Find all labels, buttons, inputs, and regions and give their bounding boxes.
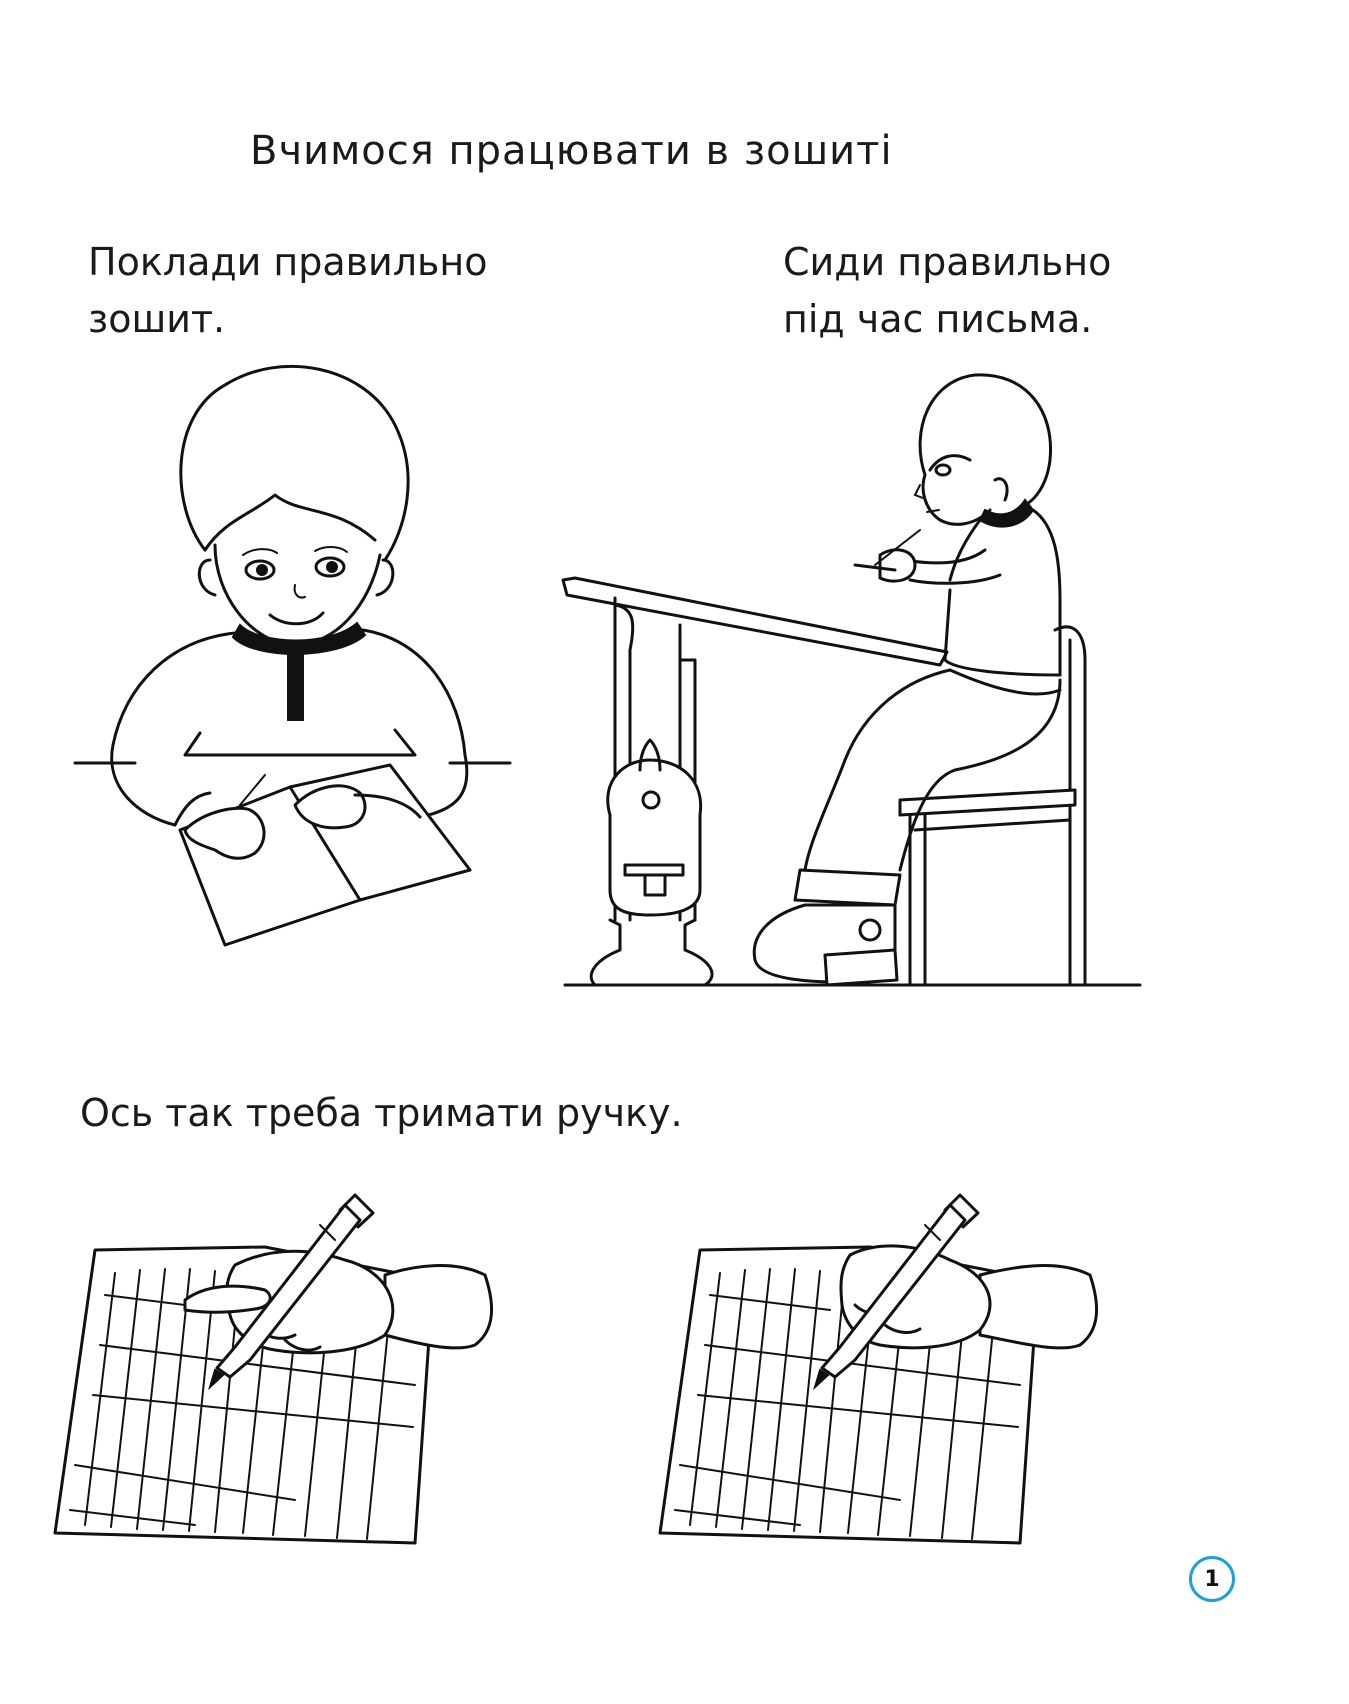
posture-instruction bbox=[783, 234, 1111, 348]
notebook-instruction bbox=[88, 234, 488, 348]
posture-instruction-line-2: під час письма. bbox=[783, 297, 1093, 341]
posture-instruction-line-1: Сиди правильно bbox=[783, 240, 1112, 284]
notebook-instruction-line-1: Поклади правильно bbox=[88, 240, 488, 284]
hand-holding-pen-right-illustration bbox=[660, 1165, 1130, 1550]
notebook-instruction-line-2: зошит. bbox=[88, 297, 226, 341]
hand-holding-pen-left-illustration bbox=[55, 1165, 525, 1550]
pen-instruction: Ось так треба тримати ручку. bbox=[80, 1091, 683, 1135]
page-number-badge: 1 bbox=[1189, 1556, 1235, 1602]
page-title: Вчимося працювати в зошиті bbox=[250, 128, 893, 174]
boy-with-notebook-illustration bbox=[75, 355, 510, 995]
boy-at-desk-illustration bbox=[555, 360, 1140, 1000]
